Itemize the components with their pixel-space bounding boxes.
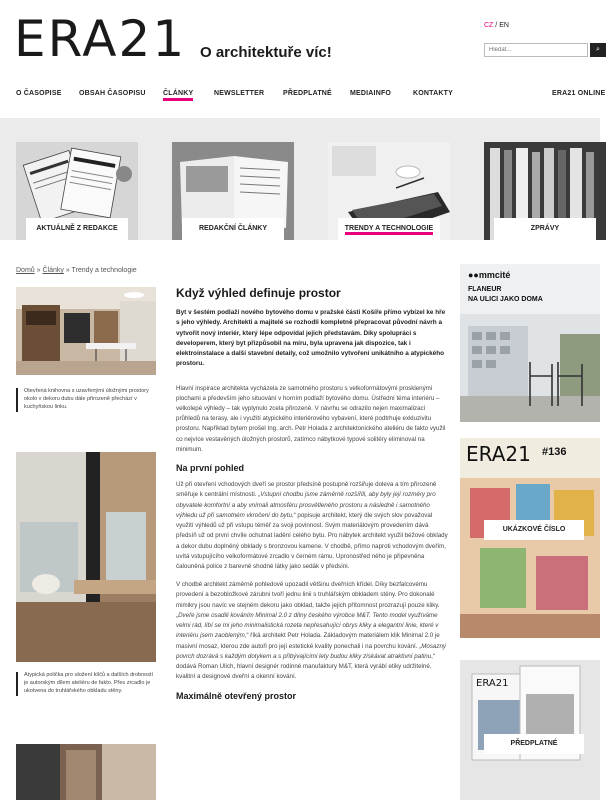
lang-cz-link[interactable]: CZ [484, 22, 494, 29]
breadcrumb-sep: » [63, 267, 72, 274]
nav-item-era21-online[interactable]: ERA21 ONLINE [552, 90, 606, 97]
category-card-trendy[interactable] [328, 142, 450, 240]
photo-interior-detail [16, 744, 156, 800]
category-card-aktualne[interactable] [16, 142, 138, 240]
category-label: AKTUÁLNĚ Z REDAKCE [26, 218, 128, 240]
main-nav [0, 90, 606, 102]
nav-item-predplatne[interactable]: PŘEDPLATNÉ [283, 90, 332, 97]
article-paragraph: V chodbě architekt záměrně pohledově upozadil většinu dveřních křídel. Díky bezfalcovému provedení a bezobložkové zárubni tvoří jednu linii s truhlářským obkladem stěny. Pro dokonalé mimikry jsou navíc ve stejném dekoru jako obklad, takže jejich přítomnost prozrazují pouze kliky. „Dveře jsme osadili kováním Minimal 2.0 z dílny českého výrobce M&T. Tento model využíváme velmi rád, líbí se mi jeho minimalistická rozeta nepřesahující obrys kliky a elegantní linie, které v interiéru jsem zaobleným,“ říká architekt Petr Holada. Základovým materiálem klik Minimal 2.0 je masivní mosaz, kterou zde autoři pro její estetické kvality ponechali i na povrchu kování. „Mosazný povrch dozrává s každým dotykem a s přibývajícími lety budou kliky získávat atraktivní patinu,“ dodává Roman Ulich, hlavní designér rodinné manufaktury M&T, která vyrábí etiky udržitelné, kvalitní a designové dveřní a okenní kování. [176, 581, 446, 681]
article-subheading: Na první pohled [176, 463, 245, 474]
ad-headline-1: FLANEUR [468, 286, 502, 293]
lang-separator: / [493, 22, 500, 29]
article [176, 286, 448, 708]
article-photo-2[interactable] [16, 452, 156, 662]
search-icon: ⌕ [596, 46, 600, 53]
sidebar-subscribe[interactable] [460, 660, 600, 800]
magazine-logo: ERA21 [466, 442, 531, 466]
article-lead: Byt v šestém podlaží nového bytového domu v pražské části Košíře přímo vybízel ke hře s jeho výhledy. Architekti a majitelé se rozhodli kompletně přepracovat původní návrh a vytvořit nový interiér, který lépe odpovídal jejich představám. Díky spolupráci s developerem, který byt přizpůsobil na míru, byla upravena jak dispozice, tak i elektroinstalace a další stavební detaily, což umožnilo vytvoření unikátního a atypického prostoru. [176, 309, 446, 368]
breadcrumb-sep: » [34, 267, 43, 274]
nav-item-mediainfo[interactable]: MEDIAINFO [350, 90, 392, 97]
photo-caption-2: Atypická polička pro uložení klíčů a dalších drobností je autorským dílem ateliéru de fakto. Přes zrcadlo je ukotvena do truhlářského obkladu stěny. [16, 672, 156, 696]
nav-item-o-casopise[interactable]: O ČASOPISE [16, 90, 62, 97]
lang-en-link[interactable]: EN [499, 22, 509, 29]
ad-headline-2: NA ULICI JAKO DOMA [468, 296, 543, 303]
category-label: TRENDY A TECHNOLOGIE [338, 218, 440, 240]
magazine-issue-number: #136 [542, 446, 567, 458]
breadcrumb-home-link[interactable]: Domů [16, 267, 35, 274]
breadcrumb-articles-link[interactable]: Články [42, 267, 64, 274]
photo-caption-1: Otevřená knihovna s uzavřenými úložnými prostory okolo v dekoru dubu dále přirozeně přechází v kuchyňskou linku. [16, 388, 156, 412]
subscribe-label: PŘEDPLATNÉ [484, 734, 584, 754]
subscribe-magazine-logo: ERA21 [476, 678, 509, 689]
nav-item-clanky[interactable]: ČLÁNKY [163, 90, 193, 101]
nav-item-kontakty[interactable]: KONTAKTY [413, 90, 453, 97]
category-label: ZPRÁVY [494, 218, 596, 240]
site-logo[interactable]: ERA21 [14, 10, 187, 68]
photo-hallway-mirror [16, 452, 156, 662]
search-input[interactable] [484, 43, 588, 57]
ad-brand: ●●mmcité [468, 270, 511, 280]
article-paragraph: Hlavní inspirace architekta vycházela ze samotného prostoru s velkoformátovými prosklenými plochami a především jeho situování v horním podlaží bytového domu. Ústřední téma interiéru – velkolepé výhledy – tak vyplynulo zcela přirozeně. V návrhu se odrazilo nejen maximalizací průhledů na terasy, ale i využití atypického interiérového vybavení, které podtrhuje exkluzivitu prostoru. Například bytem prošel Ing. arch. Petr Holada z architektonického ateliéru de fakto využil co nejvíce vestavěných úložných prostorů, zatímco nábytkové typové solitéry eliminoval na minimum. [176, 384, 446, 453]
brand-dots-icon: ●● [468, 270, 479, 280]
sample-issue-label: UKÁZKOVÉ ČÍSLO [484, 520, 584, 540]
article-subheading: Maximálně otevřený prostor [176, 690, 297, 701]
sidebar-sample-issue[interactable] [460, 438, 600, 638]
language-switcher [484, 22, 509, 29]
site-tagline: O architektuře víc! [200, 44, 332, 61]
breadcrumb [16, 267, 137, 274]
search-button[interactable] [590, 43, 606, 57]
article-photo-1[interactable] [16, 287, 156, 375]
category-card-redakcni[interactable] [172, 142, 294, 240]
article-title: Když výhled definuje prostor [176, 286, 341, 300]
nav-item-obsah-casopisu[interactable]: OBSAH ČASOPISU [79, 90, 146, 97]
sidebar-ad-mmcite[interactable] [460, 264, 600, 422]
article-photo-3[interactable] [16, 744, 156, 800]
photo-kitchen-interior [16, 287, 156, 375]
breadcrumb-current: Trendy a technologie [71, 267, 137, 274]
article-paragraph: Už při otevření vchodových dveří se prostor předsíně postupně rozšiřuje doleva a tím přirozeně směřuje k centrální místnosti. „Vstupní chodbu jsme záměrně rozšířili, aby byly její rozměry pro obyvatele komfortní a aby vnímali atmosféru prosvětleného prostoru a následně i samotného výhledu už při samotném vkročení do bytu,“ popisuje architekt, který dle svých slov považoval využití výhledů už při vstupu téměř za svoji povinnost. Svým materiálovým provedením dává předsíň už od první chvíle ochutnat ladění celého bytu. Pro nábytek architekt využil béžové obklady a dekor dubu doplněný obklady s bronzovou kamene. V chodbě, přímo naproti vchodovým dveřím, uvítá vstupujícího velkoformátové zrcadlo v černém rámu. Upronostřed něho je připevněna čalouněná police z barevně shodné látky jako sedák v předsíni. [176, 481, 448, 571]
category-card-zpravy[interactable] [484, 142, 606, 240]
category-label: REDAKČNÍ ČLÁNKY [182, 218, 284, 240]
nav-item-newsletter[interactable]: NEWSLETTER [214, 90, 265, 97]
category-band [0, 118, 600, 240]
